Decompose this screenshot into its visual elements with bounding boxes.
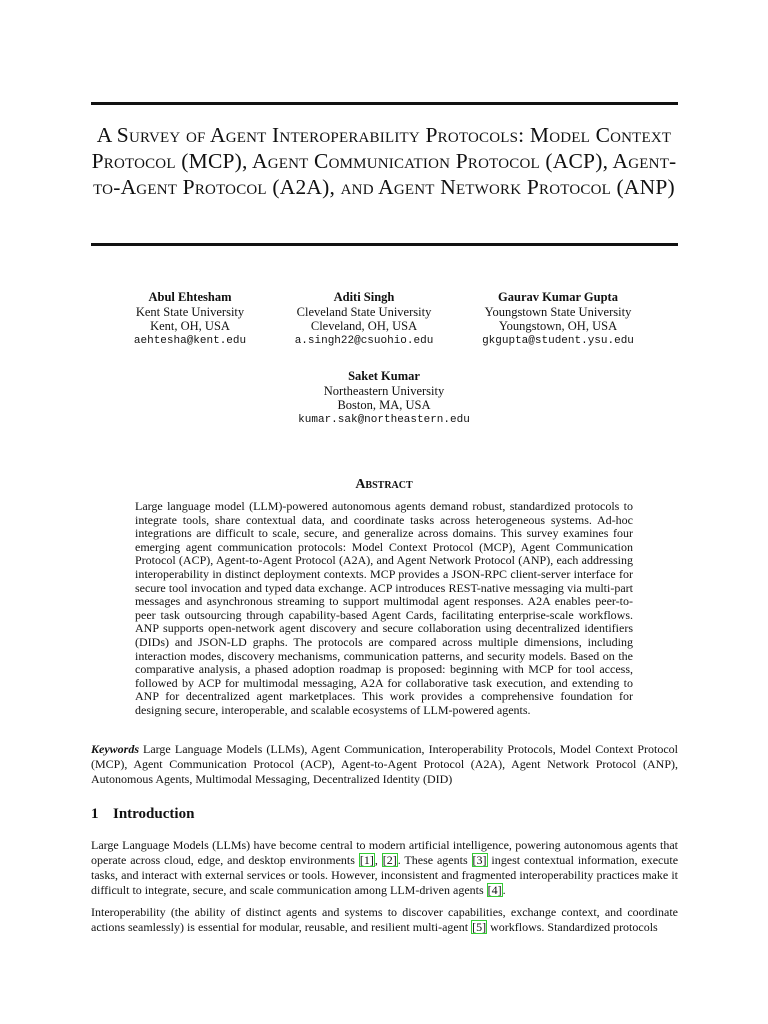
title-top-rule [91,102,678,105]
author-email[interactable]: kumar.sak@northeastern.edu [298,413,470,426]
section-title: Introduction [113,806,195,822]
title-bottom-rule [91,243,678,246]
author-block [284,369,484,427]
paragraph-text: ingest contextual information, execute tasks, and interact with external services or tools. However, inconsistent and fragmented interoperability practices make it difficult to integrate, secure, and scale communication among LLM-driven agents [91,853,679,897]
author-location: Kent, OH, USA [150,319,230,333]
intro-paragraph [91,838,678,898]
section-number: 1 [91,806,99,822]
citation-link[interactable]: [4] [487,883,502,897]
author-email[interactable]: aehtesha@kent.edu [133,334,247,347]
keywords-label: Keywords [91,742,139,756]
author-block [284,290,444,348]
paragraph-text: workflows. Standardized protocols [487,920,658,934]
paper-title: A Survey of Agent Interoperability Protocols: Model Context Protocol (MCP), Agent Communication Protocol (ACP), Agent-to-Agent Protocol (A2A), and Agent Network Protocol (ANP) [91,123,677,199]
author-name: Gaurav Kumar Gupta [498,290,618,304]
keywords-text: Large Language Models (LLMs), Agent Communication, Interoperability Protocols, Model Context Protocol (MCP), Agent Communication Protocol (ACP), Agent-to-Agent Protocol (A2A), Agent Network Protocol (ANP), Autonomous Agents, Multimodal Messaging, Decentralized Identity (DID) [91,742,678,786]
keywords [91,742,678,787]
author-location: Boston, MA, USA [337,398,431,412]
paragraph-text: . These agents [397,853,472,867]
author-affiliation: Kent State University [135,304,245,319]
abstract-text: Large language model (LLM)-powered autonomous agents demand robust, standardized protocols to integrate tools, share contextual data, and coordinate tasks across heterogeneous systems. Ad-hoc integrations are difficult to scale, secure, and generalize across domains. This survey examines four emerging agent communication protocols: Model Context Protocol (MCP), Agent Communication Protocol (ACP), Agent-to-Agent Protocol (A2A), and Agent Network Protocol (ANP), each addressing interoperability in distinct deployment contexts. MCP provides a JSON-RPC client-server interface for secure tool invocation and typed data exchange. ACP introduces REST-native messaging via multi-part messages and asynchronous streaming to support multimodal agent responses. A2A enables peer-to-peer task outsourcing through capability-based Agent Cards, facilitating enterprise-scale workflows. ANP supports open-network agent discovery and secure collaboration using decentralized identifiers (DIDs) and JSON-LD graphs. The protocols are compared across multiple dimensions, including interaction modes, discovery mechanisms, communication patterns, and security models. Based on the comparative analysis, a phased adoption roadmap is proposed: beginning with MCP for tool access, followed by ACP for multimodal messaging, A2A for collaborative task execution, and extending to ANP for decentralized agent marketplaces. This work provides a comprehensive foundation for designing secure, interoperable, and scalable ecosystems of LLM-powered agents. [135,499,633,717]
author-email[interactable]: gkgupta@student.ysu.edu [482,334,634,347]
author-affiliation: Cleveland State University [296,304,432,319]
intro-paragraph [91,905,678,935]
paragraph-text: . [502,883,506,897]
paragraph-text: Large Language Models (LLMs) have become central to modern artificial intelligence, powering autonomous agents that operate across cloud, edge, and desktop environments [91,838,678,867]
citation-link[interactable]: [3] [472,853,487,867]
citation-link[interactable]: [1] [359,853,374,867]
author-name: Aditi Singh [333,290,395,304]
abstract-heading: Abstract [355,477,413,492]
author-block [110,290,270,348]
author-location: Cleveland, OH, USA [310,319,418,333]
paragraph-text: , [374,853,382,867]
author-email[interactable]: a.singh22@csuohio.edu [294,334,434,347]
author-block [458,290,658,348]
author-name: Saket Kumar [348,369,420,383]
author-affiliation: Youngstown State University [484,304,632,319]
paragraph-text: Interoperability (the ability of distinct agents and systems to discover capabilities, exchange context, and coordinate actions seamlessly) is essential for modular, reusable, and resilient multi-agent [91,905,678,934]
author-name: Abul Ehtesham [148,290,232,304]
author-location: Youngstown, OH, USA [498,319,618,333]
citation-link[interactable]: [5] [472,920,487,934]
citation-link[interactable]: [2] [382,853,397,867]
author-affiliation: Northeastern University [323,383,445,398]
section-heading [91,806,194,823]
